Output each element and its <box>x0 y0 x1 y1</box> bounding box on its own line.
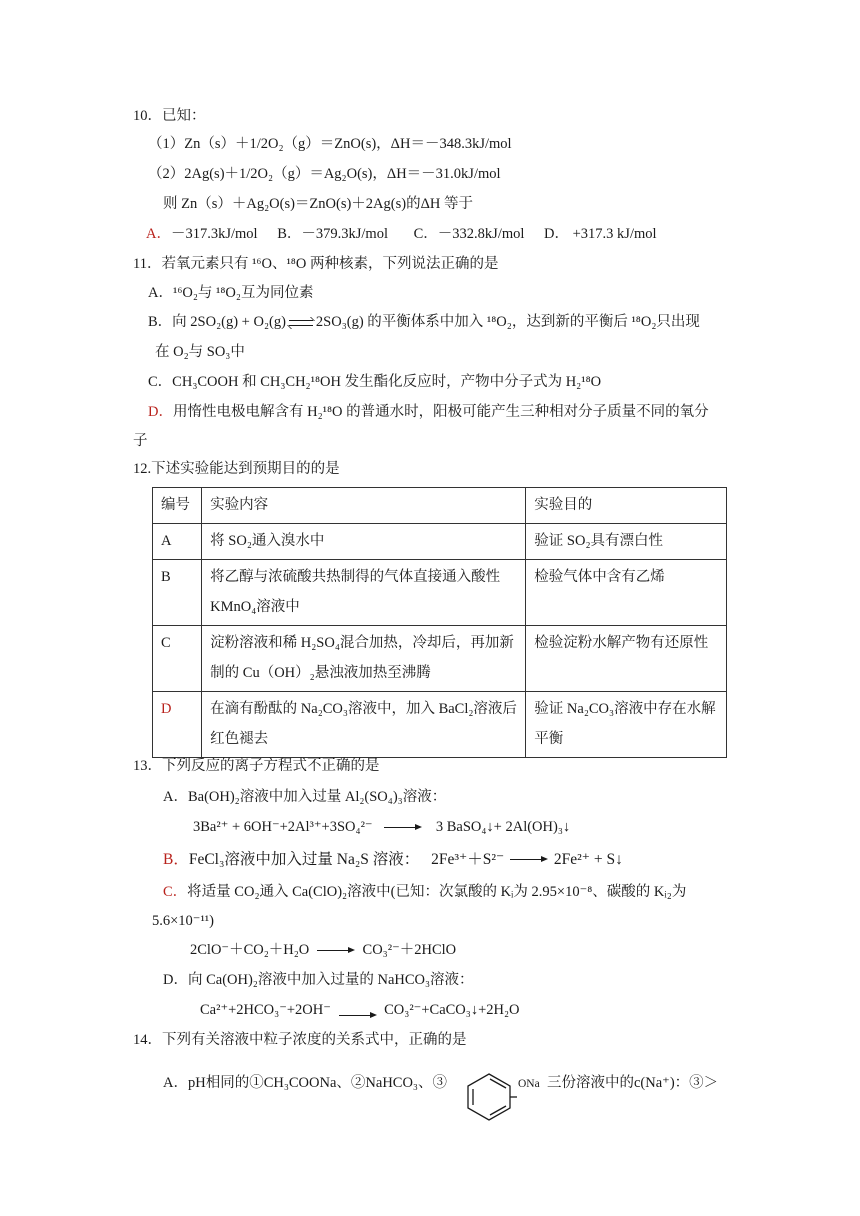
q11-option-d-text: 用惰性电极电解含有 H₂¹⁸O 的普通水时，阳极可能产生三种相对分子质量不同的氧分 <box>172 404 709 420</box>
q14-option-a-post: 三份溶液中的c(Na⁺)：③＞ <box>547 1075 719 1091</box>
q13-option-b-text: FeCl₃溶液中加入过量 Na₂S 溶液： <box>188 851 420 868</box>
q11-option-b-continued: 在 O₂与 SO₃中 <box>155 344 245 360</box>
table-header-id: 编号 <box>153 488 202 524</box>
table-row <box>153 524 727 560</box>
q10-question: 则 Zn（s）＋Ag₂O(s)＝ZnO(s)＋2Ag(s)的ΔH 等于 <box>163 196 473 212</box>
row-purpose: 检验淀粉水解产物有还原性 <box>526 626 727 692</box>
q13-option-c-letter: C． <box>163 884 188 900</box>
reaction-arrow-icon <box>510 856 548 864</box>
table-row <box>153 626 727 692</box>
q10-title: 10．已知： <box>133 108 206 124</box>
q10-option-b: B．－379.3kJ/mol <box>277 226 388 242</box>
q13-option-c-equation <box>190 940 456 960</box>
q13-title: 13．下列反应的离子方程式不正确的是 <box>133 758 380 774</box>
q13-option-c-text: 将适量 CO₂通入 Ca(ClO)₂溶液中(已知：次氯酸的 Kᵢ为 2.95×10⁻⁸、碳酸的 Kᵢ₂为 <box>187 884 687 900</box>
row-id: C <box>153 626 202 692</box>
q11-title: 11．若氧元素只有 ¹⁶O、¹⁸O 两种核素，下列说法正确的是 <box>133 256 499 272</box>
q13-option-a: A．Ba(OH)₂溶液中加入过量 Al₂(SO₄)₃溶液： <box>163 789 447 805</box>
experiment-table <box>152 487 727 758</box>
q13-c-rhs: CO₃²⁻＋2HClO <box>362 942 457 958</box>
q13-option-b <box>163 850 623 870</box>
q13-b-lhs: 2Fe³⁺＋S²⁻ <box>431 851 505 868</box>
q10-equation-1: （1）Zn（s）＋1/2O₂（g）＝ZnO(s)，ΔH＝－348.3kJ/mol <box>148 136 512 152</box>
table-header-row <box>153 488 727 524</box>
reaction-arrow-icon <box>384 824 422 832</box>
q10-option-d: D． +317.3 kJ/mol <box>544 226 657 242</box>
q13-option-c <box>163 882 686 902</box>
q14-option-a-ona: ONa <box>518 1078 540 1090</box>
table-header-purpose: 实验目的 <box>526 488 727 524</box>
q13-a-lhs: 3Ba²⁺ + 6OH⁻+2Al³⁺+3SO₄²⁻ <box>193 819 373 835</box>
q10-option-a: －317.3kJ/mol <box>170 226 258 242</box>
q12-title: 12.下述实验能达到预期目的的是 <box>133 461 340 477</box>
row-id: B <box>153 560 202 626</box>
q13-option-c-continued: 5.6×10⁻¹¹) <box>152 913 214 929</box>
q13-c-lhs: 2ClO⁻＋CO₂＋H₂O <box>190 942 310 958</box>
reaction-arrow-icon <box>317 947 355 955</box>
q11-option-a: A．¹⁶O₂与 ¹⁸O₂互为同位素 <box>148 285 314 301</box>
q11-option-c: C．CH₃COOH 和 CH₃CH₂¹⁸OH 发生酯化反应时，产物中分子式为 H₂¹⁸O <box>148 374 602 390</box>
q11-option-d <box>148 402 709 422</box>
equilibrium-arrow-icon <box>289 318 313 328</box>
q10-equation-2: （2）2Ag(s)＋1/2O₂（g）＝Ag₂O(s)，ΔH＝－31.0kJ/mol <box>148 166 501 182</box>
q11-option-b <box>148 312 700 332</box>
q14-title: 14．下列有关溶液中粒子浓度的关系式中，正确的是 <box>133 1032 467 1048</box>
row-id: A <box>153 524 202 560</box>
q13-d-rhs: CO₃²⁻+CaCO₃↓+2H₂O <box>384 1002 520 1018</box>
q11-option-b-rhs: 2SO₃(g) 的平衡体系中加入 ¹⁸O₂，达到新的平衡后 ¹⁸O₂只出现 <box>315 314 700 330</box>
q10-option-a-letter: A． <box>146 226 171 242</box>
row-content: 将乙醇与浓硫酸共热制得的气体直接通入酸性 KMnO₄溶液中 <box>202 560 526 626</box>
table-header-content: 实验内容 <box>202 488 526 524</box>
q11-option-d-continued: 子 <box>133 433 148 449</box>
q11-option-b-lhs: B．向 2SO₂(g) + O₂(g) <box>148 314 286 330</box>
q13-option-a-equation <box>193 817 570 837</box>
row-content: 在滴有酚酞的 Na₂CO₃溶液中，加入 BaCl₂溶液后红色褪去 <box>202 692 526 758</box>
row-id: D <box>153 692 202 758</box>
q10-option-c: C．－332.8kJ/mol <box>413 226 525 242</box>
table-row <box>153 560 727 626</box>
row-content: 淀粉溶液和稀 H₂SO₄混合加热，冷却后，再加新制的 Cu（OH）₂悬浊液加热至沸腾 <box>202 626 526 692</box>
benzene-ring-icon <box>461 1071 517 1121</box>
q13-option-b-letter: B． <box>163 851 189 868</box>
row-content: 将 SO₂通入溴水中 <box>202 524 526 560</box>
q10-options <box>146 224 657 244</box>
table-row <box>153 692 727 758</box>
row-purpose: 验证 SO₂具有漂白性 <box>526 524 727 560</box>
q13-option-d-equation <box>200 1000 520 1020</box>
q13-a-rhs: 3 BaSO₄↓+ 2Al(OH)₃↓ <box>435 819 571 835</box>
row-purpose: 验证 Na₂CO₃溶液中存在水解平衡 <box>526 692 727 758</box>
q14-option-a-pre: A．pH相同的①CH₃COONa、②NaHCO₃、③ <box>163 1075 447 1091</box>
q13-option-d: D．向 Ca(OH)₂溶液中加入过量的 NaHCO₃溶液： <box>163 972 474 988</box>
q13-b-rhs: 2Fe²⁺ + S↓ <box>553 851 623 868</box>
q13-d-lhs: Ca²⁺+2HCO₃⁻+2OH⁻ <box>200 1002 331 1018</box>
q11-option-d-letter: D． <box>148 404 173 420</box>
reaction-arrow-icon <box>339 1012 377 1020</box>
row-purpose: 检验气体中含有乙烯 <box>526 560 727 626</box>
